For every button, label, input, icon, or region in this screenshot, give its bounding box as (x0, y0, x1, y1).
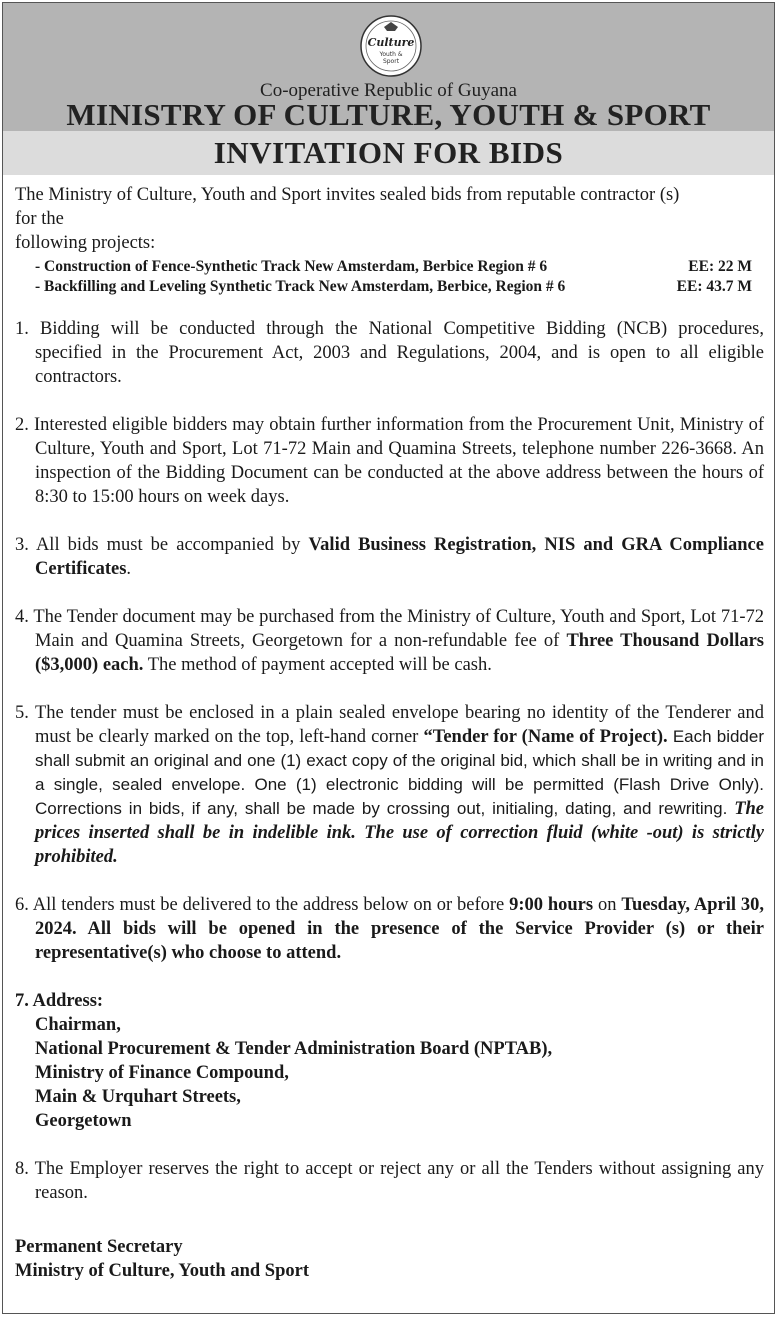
ministry-logo (360, 15, 422, 77)
clause-5-copies: Each bidder shall submit an original and one (1) exact copy of the original bid, which shall be in writing and in a single, sealed envelope. One (1) electronic bidding will be permitted (Flash Drive Only). Corrections in bids, if any, shall be made by crossing out, initialing, dating, and rewriting. (35, 727, 765, 818)
clause-6-text: 6. All tenders must be delivered to the address below on or before (15, 895, 510, 915)
republic-name: Co-operative Republic of Guyana (260, 80, 517, 101)
clause-6-time: 9:00 hours (509, 895, 594, 915)
signature-org: Ministry of Culture, Youth and Sport (15, 1261, 309, 1281)
clause-6-date: Tuesday, April 30, 2024. All bids will be opened in the presence of the Service Provider (s) or their representative(s) who choose to attend. (35, 895, 764, 963)
project-name: - Backfilling and Leveling Synthetic Track New Amsterdam, Berbice, Region # 6 (35, 278, 566, 295)
address-line: National Procurement & Tender Administration Board (NPTAB), (35, 1039, 553, 1059)
project-item (35, 257, 764, 277)
intro-line-1: The Ministry of Culture, Youth and Sport invites sealed bids from reputable contractor (s) (15, 185, 680, 205)
clause-5-text: 5. The tender must be enclosed in a plain sealed envelope bearing no identity of the Tenderer and must be clearly marked on the top, left-hand corner (15, 703, 764, 747)
clause-5-marking: “Tender for (Name of Project). (423, 727, 668, 747)
address-heading: 7. Address: (15, 991, 104, 1011)
clause-4-fee: Three Thousand Dollars ($3,000) each. (35, 631, 764, 675)
project-list (35, 257, 764, 297)
clause-4-text: 4. The Tender document may be purchased from the Ministry of Culture, Youth and Sport, Lot 71-72 Main and Quamina Streets, Georgetown for a non-refundable fee of (15, 607, 764, 651)
project-item (35, 277, 764, 297)
project-estimate: EE: 43.7 M (676, 278, 752, 295)
intro-line-3: following projects: (15, 233, 156, 253)
notice-body (3, 175, 774, 1283)
intro-paragraph (15, 183, 764, 255)
project-name: - Construction of Fence-Synthetic Track New Amsterdam, Berbice Region # 6 (35, 258, 548, 275)
clause-3-text: 3. All bids must be accompanied by (15, 535, 309, 555)
clause-3-end: . (126, 559, 132, 579)
clause-5 (15, 701, 764, 869)
clause-4-payment: The method of payment accepted will be cash. (143, 655, 492, 675)
clause-3 (15, 533, 764, 581)
clause-5-ink-notice: The prices inserted shall be in indelible ink. The use of correction fluid (white -out) is strictly prohibited. (35, 799, 764, 867)
address-line: Ministry of Finance Compound, (35, 1063, 289, 1083)
logo-line-2: Youth & (379, 51, 403, 58)
clause-1: 1. Bidding will be conducted through the National Competitive Bidding (NCB) procedures, specified in the Procurement Act, 2003 and Regulations, 2004, and is open to all eligible contractors. (15, 319, 764, 387)
clause-6 (15, 893, 764, 965)
document-title: INVITATION FOR BIDS (3, 131, 774, 175)
header-band (3, 3, 774, 131)
clause-2: 2. Interested eligible bidders may obtain further information from the Procurement Unit, Ministry of Culture, Youth and Sport, Lot 71-72 Main and Quamina Streets, telephone number 226-3668. An inspection of the Bidding Document can be conducted at the above address between the hours of 8:30 to 15:00 hours on week days. (15, 415, 764, 507)
address-line: Georgetown (35, 1111, 132, 1131)
logo-line-1: Culture (367, 36, 415, 49)
clause-8: 8. The Employer reserves the right to accept or reject any or all the Tenders without assigning any reason. (15, 1159, 764, 1203)
tender-notice (2, 2, 775, 1314)
clause-6-on: on (593, 895, 622, 915)
clause-4 (15, 605, 764, 677)
address-line: Chairman, (35, 1015, 121, 1035)
clause-7-address (15, 989, 764, 1133)
address-line: Main & Urquhart Streets, (35, 1087, 241, 1107)
logo-line-3: Sport (382, 58, 400, 65)
ministry-name: MINISTRY OF CULTURE, YOUTH & SPORT (66, 97, 711, 132)
project-estimate: EE: 22 M (688, 258, 752, 275)
intro-line-2: for the (15, 209, 64, 229)
signature-title: Permanent Secretary (15, 1237, 183, 1257)
clause-3-requirements: Valid Business Registration, NIS and GRA Compliance Certificates (35, 535, 764, 579)
